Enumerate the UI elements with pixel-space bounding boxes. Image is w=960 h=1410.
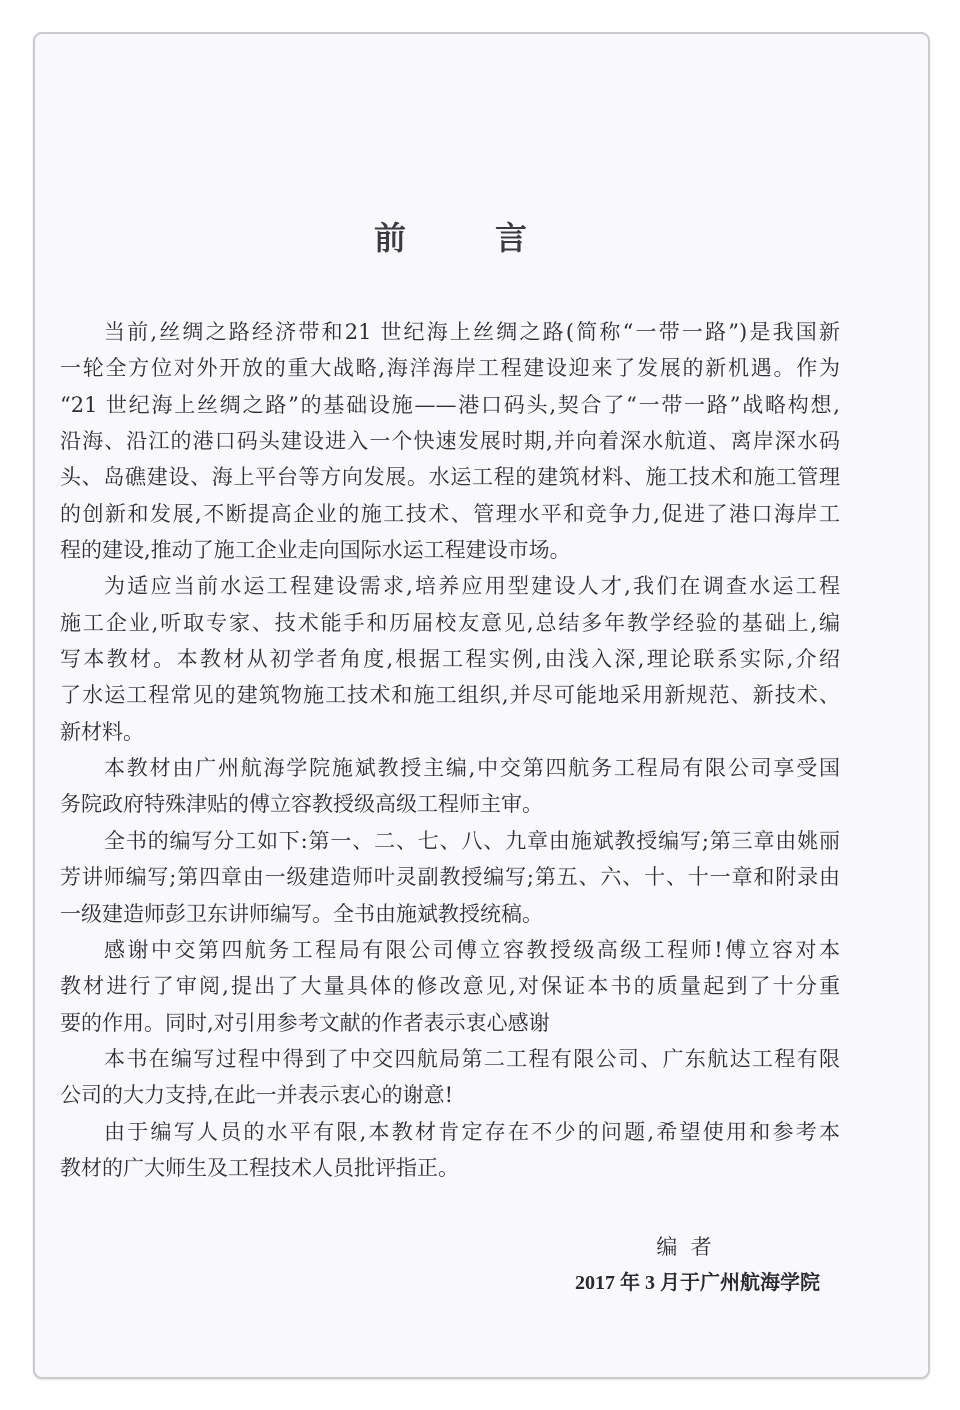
paragraph-3-line: 务院政府特殊津贴的傅立容教授级高级工程师主审。 [60, 792, 543, 817]
paragraph-1-line: 程的建设,推动了施工企业走向国际水运工程建设市场。 [60, 538, 571, 563]
preface-body [60, 314, 840, 1186]
paragraph-6-line: 本书在编写过程中得到了中交四航局第二工程有限公司、广东航达工程有限 [104, 1046, 840, 1071]
paragraph-2-line: 为适应当前水运工程建设需求,培养应用型建设人才,我们在调查水运工程 [104, 574, 840, 599]
paragraph-7-line: 教材的广大师生及工程技术人员批评指正。 [60, 1155, 459, 1180]
paragraph-1-line: 当前,丝绸之路经济带和21 世纪海上丝绸之路(简称“一带一路”)是我国新 [104, 320, 840, 344]
paragraph-2-line: 新材料。 [60, 719, 144, 744]
paragraph-4-line: 芳讲师编写;第四章由一级建造师叶灵副教授编写;第五、六、十、十一章和附录由 [60, 865, 840, 890]
paragraph-1-line: 一轮全方位对外开放的重大战略,海洋海岸工程建设迎来了发展的新机遇。作为 [60, 356, 840, 381]
paragraph-7-line: 由于编写人员的水平有限,本教材肯定存在不少的问题,希望使用和参考本 [104, 1119, 840, 1144]
title-char-yan: 言 [494, 219, 527, 257]
paragraph-5-line: 教材进行了审阅,提出了大量具体的修改意见,对保证本书的质量起到了十分重 [60, 974, 840, 999]
paragraph-1-line: “21 世纪海上丝绸之路”的基础设施——港口码头,契合了“一带一路”战略构想, [60, 392, 840, 417]
paragraph-4-line: 全书的编写分工如下:第一、二、七、八、九章由施斌教授编写;第三章由姚丽 [104, 828, 840, 853]
signature-date-place: 2017 年 3 月于广州航海学院 [575, 1272, 820, 1294]
paragraph-1-line: 头、岛礁建设、海上平台等方向发展。水运工程的建筑材料、施工技术和施工管理 [60, 465, 840, 490]
title-char-qian: 前 [373, 219, 406, 257]
paragraph-1-line: 沿海、沿江的港口码头建设进入一个快速发展时期,并向着深水航道、离岸深水码 [60, 429, 840, 454]
paragraph-6-line: 公司的大力支持,在此一并表示衷心的谢意! [60, 1083, 454, 1108]
paragraph-3-line: 本教材由广州航海学院施斌教授主编,中交第四航务工程局有限公司享受国 [104, 756, 840, 781]
paragraph-2-line: 施工企业,听取专家、技术能手和历届校友意见,总结多年教学经验的基础上,编 [60, 610, 840, 635]
signature-author-label: 编 者 [656, 1235, 712, 1259]
paragraph-5-line: 要的作用。同时,对引用参考文献的作者表示衷心感谢 [60, 1010, 550, 1035]
paragraph-2-line: 写本教材。本教材从初学者角度,根据工程实例,由浅入深,理论联系实际,介绍 [60, 647, 840, 672]
paragraph-2-line: 了水运工程常见的建筑物施工技术和施工组织,并尽可能地采用新规范、新技术、 [60, 683, 840, 708]
paragraph-4-line: 一级建造师彭卫东讲师编写。全书由施斌教授统稿。 [60, 901, 543, 926]
paragraph-5-line: 感谢中交第四航务工程局有限公司傅立容教授级高级工程师!傅立容对本 [104, 937, 840, 962]
paragraph-1-line: 的创新和发展,不断提高企业的施工技术、管理水平和竞争力,促进了港口海岸工 [60, 501, 840, 526]
